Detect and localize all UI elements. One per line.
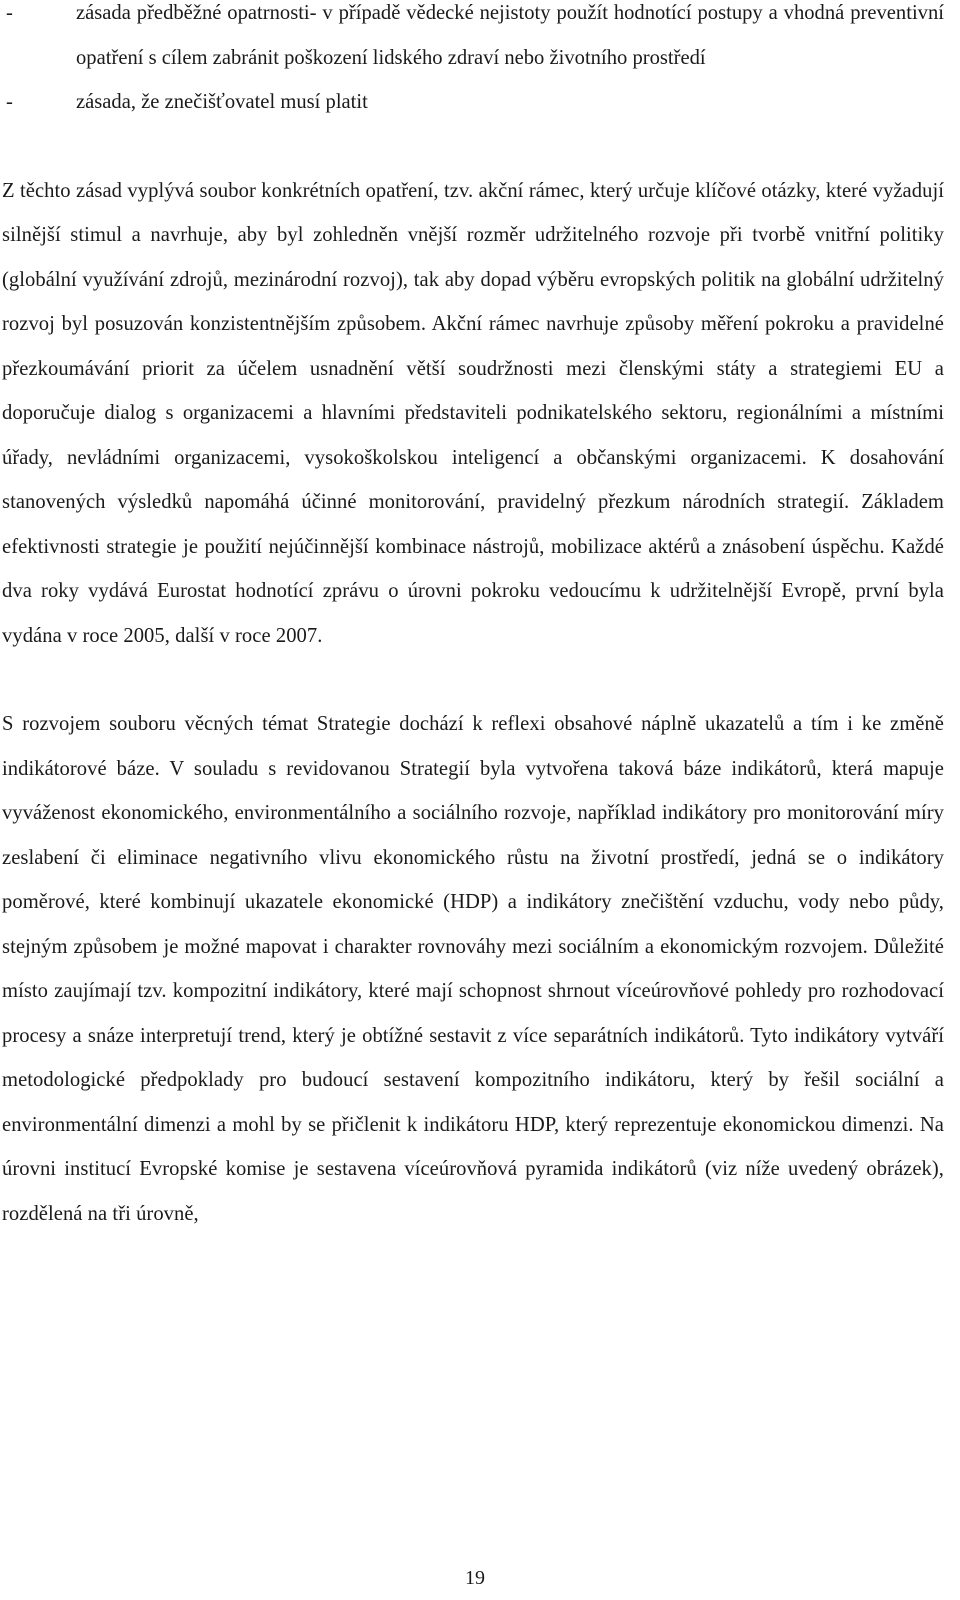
- bullet-item: [2, 0, 944, 80]
- paragraph-action-framework: Z těchto zásad vyplývá soubor konkrétních opatření, tzv. akční rámec, který určuje klíčové otázky, které vyžadují silnější stimul a navrhuje, aby byl zohledněn vnější rozměr udržitelného rozvoje při tvorbě vnitřní politiky (globální využívání zdrojů, mezinárodní rozvoj), tak aby dopad výběru evropských politik na globální udržitelný rozvoj byl posuzován konzistentnějším způsobem. Akční rámec navrhuje způsoby měření pokroku a pravidelné přezkoumávání priorit za účelem usnadnění větší soudržnosti mezi členskými státy a strategiemi EU a doporučuje dialog s organizacemi a hlavními představiteli podnikatelského sektoru, regionálními a místními úřady, nevládními organizacemi, vysokoškolskou inteligencí a občanskými organizacemi. K dosahování stanovených výsledků napomáhá účinné monitorování, pravidelný přezkum národních strategií. Základem efektivnosti strategie je použití nejúčinnější kombinace nástrojů, mobilizace aktérů a znásobení úspěchu. Každé dva roky vydává Eurostat hodnotící zprávu o úrovni pokroku vedoucímu k udržitelnější Evropě, první byla vydána v roce 2005, další v roce 2007.: [2, 179, 944, 647]
- bullet-dash: -: [6, 91, 13, 113]
- paragraph-spacer: [2, 125, 944, 169]
- page-body: [2, 0, 944, 1236]
- bullet-text: zásada předběžné opatrnosti- v případě vědecké nejistoty použít hodnotící postupy a vhodná preventivní opatření s cílem zabránit poškození lidského zdraví nebo životního prostředí: [76, 2, 944, 69]
- bullet-item: [2, 80, 944, 125]
- paragraph-indicator-base: S rozvojem souboru věcných témat Strategie dochází k reflexi obsahové náplně ukazatelů a tím i ke změně indikátorové báze. V souladu s revidovanou Strategií byla vytvořena taková báze indikátorů, která mapuje vyváženost ekonomického, environmentálního a sociálního rozvoje, například indikátory pro monitorování míry zeslabení či eliminace negativního vlivu ekonomického růstu na životní prostředí, jedná se o indikátory poměrové, které kombinují ukazatele ekonomické (HDP) a indikátory znečištění vzduchu, vody nebo půdy, stejným způsobem je možné mapovat i charakter rovnováhy mezi sociálním a ekonomickým rozvojem. Důležité místo zaujímají tzv. kompozitní indikátory, které mají schopnost shrnout víceúrovňové pohledy pro rozhodovací procesy a snáze interpretují trend, který je obtížné sestavit z více separátních indikátorů. Tyto indikátory vytváří metodologické předpoklady pro budoucí sestavení kompozitního indikátoru, který by řešil sociální a environmentální dimenzi a mohl by se přičlenit k indikátoru HDP, který reprezentuje ekonomickou dimenzi. Na úrovni institucí Evropské komise je sestavena víceúrovňová pyramida indikátorů (viz níže uvedený obrázek), rozdělená na tři úrovně,: [2, 713, 944, 1225]
- bullet-dash: -: [6, 2, 13, 24]
- paragraph-spacer: [2, 658, 944, 702]
- page-number: 19: [465, 1567, 485, 1589]
- bullet-text: zásada, že znečišťovatel musí platit: [76, 91, 368, 113]
